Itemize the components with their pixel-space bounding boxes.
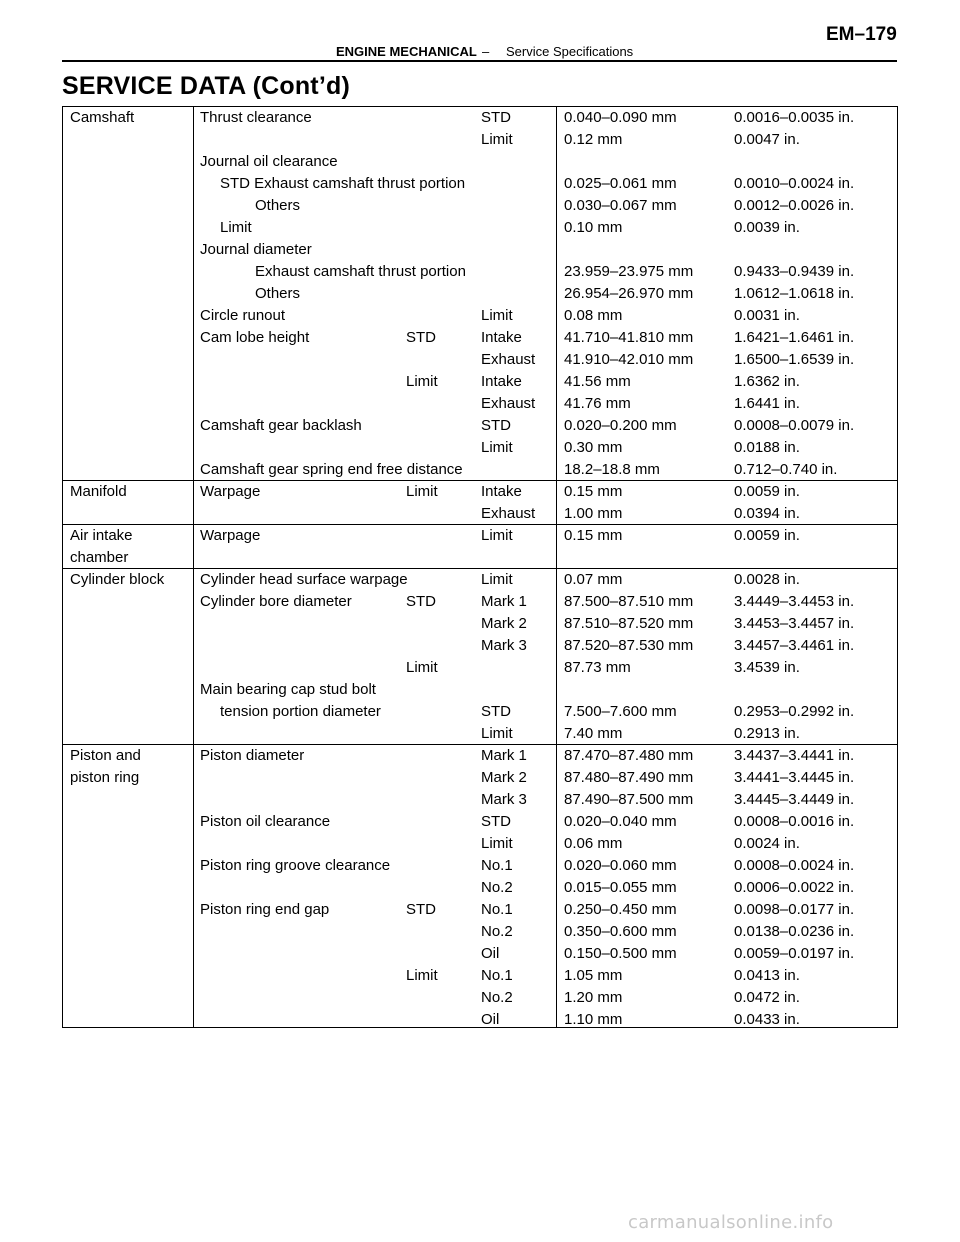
- row-value-mm: 1.10 mm: [564, 1011, 623, 1028]
- row-subitem: Exhaust: [481, 505, 536, 522]
- row-subitem: Oil: [481, 1011, 500, 1028]
- row-subitem: Exhaust: [481, 351, 536, 368]
- row-value-in: 1.6500–1.6539 in.: [734, 351, 855, 368]
- row-item: Cylinder bore diameter: [200, 593, 352, 610]
- row-value-mm: 7.40 mm: [564, 725, 623, 742]
- row-value-in: 0.0008–0.0016 in.: [734, 813, 855, 830]
- row-value-in: 0.0059–0.0197 in.: [734, 945, 855, 962]
- row-value-mm: 0.020–0.040 mm: [564, 813, 677, 830]
- row-value-in: 0.0138–0.0236 in.: [734, 923, 855, 940]
- row-value-in: 0.0008–0.0024 in.: [734, 857, 855, 874]
- row-value-in: 0.2953–0.2992 in.: [734, 703, 855, 720]
- row-item: Thrust clearance: [200, 109, 312, 126]
- row-value-mm: 41.710–41.810 mm: [564, 329, 694, 346]
- row-subitem: Mark 1: [481, 747, 527, 764]
- row-value-mm: 1.00 mm: [564, 505, 623, 522]
- row-item: Warpage: [200, 527, 261, 544]
- row-item: Journal diameter: [200, 241, 312, 258]
- row-value-mm: 1.05 mm: [564, 967, 623, 984]
- row-value-mm: 0.07 mm: [564, 571, 623, 588]
- row-item: Circle runout: [200, 307, 286, 324]
- row-subitem: Limit: [481, 131, 513, 148]
- row-item: Main bearing cap stud bolt: [200, 681, 376, 698]
- row-value-in: 0.0394 in.: [734, 505, 800, 522]
- row-value-mm: 7.500–7.600 mm: [564, 703, 677, 720]
- row-item: Exhaust camshaft thrust portion: [255, 263, 466, 280]
- row-item: tension portion diameter: [220, 703, 381, 720]
- group-label-cylinder-block: Cylinder block: [70, 571, 165, 588]
- row-subitem: Limit: [481, 835, 513, 852]
- row-item: Others: [255, 197, 301, 214]
- group-divider: [62, 480, 898, 481]
- row-subitem: Limit: [481, 571, 513, 588]
- row-subitem: Exhaust: [481, 395, 536, 412]
- row-value-mm: 0.30 mm: [564, 439, 623, 456]
- row-value-in: 0.0098–0.0177 in.: [734, 901, 855, 918]
- row-item: Cam lobe height: [200, 329, 310, 346]
- row-subitem: Intake: [481, 483, 522, 500]
- header-subsection: Service Specifications: [506, 44, 634, 59]
- row-value-mm: 0.150–0.500 mm: [564, 945, 677, 962]
- row-subitem: Mark 1: [481, 593, 527, 610]
- group-label-piston-2: piston ring: [70, 769, 140, 786]
- row-value-mm: 87.470–87.480 mm: [564, 747, 694, 764]
- row-item: Piston diameter: [200, 747, 305, 764]
- row-value-mm: 41.56 mm: [564, 373, 631, 390]
- row-subitem: Mark 3: [481, 637, 527, 654]
- row-condition: Limit: [406, 483, 438, 500]
- row-value-in: 0.0039 in.: [734, 219, 800, 236]
- row-value-in: 3.4445–3.4449 in.: [734, 791, 855, 808]
- row-value-in: 3.4441–3.4445 in.: [734, 769, 855, 786]
- group-divider: [62, 524, 898, 525]
- row-value-mm: 0.06 mm: [564, 835, 623, 852]
- row-value-in: 0.0059 in.: [734, 483, 800, 500]
- row-item: Others: [255, 285, 301, 302]
- row-value-in: 0.0188 in.: [734, 439, 800, 456]
- row-value-mm: 0.15 mm: [564, 483, 623, 500]
- row-value-mm: 0.020–0.200 mm: [564, 417, 677, 434]
- row-value-mm: 87.490–87.500 mm: [564, 791, 694, 808]
- group-label-piston: Piston and: [70, 747, 141, 764]
- row-value-mm: 87.500–87.510 mm: [564, 593, 694, 610]
- row-value-mm: 87.480–87.490 mm: [564, 769, 694, 786]
- column-divider: [556, 106, 557, 1028]
- row-subitem: STD: [481, 703, 511, 720]
- watermark: carmanualsonline.info: [628, 1212, 834, 1233]
- row-subitem: STD: [481, 813, 511, 830]
- row-condition: STD: [406, 329, 436, 346]
- row-subitem: Intake: [481, 329, 522, 346]
- row-value-mm: 0.10 mm: [564, 219, 623, 236]
- row-item: Limit: [220, 219, 252, 236]
- row-value-mm: 18.2–18.8 mm: [564, 461, 660, 478]
- row-value-in: 0.0012–0.0026 in.: [734, 197, 855, 214]
- row-value-in: 0.0031 in.: [734, 307, 800, 324]
- row-value-mm: 0.15 mm: [564, 527, 623, 544]
- row-value-in: 3.4457–3.4461 in.: [734, 637, 855, 654]
- header-separator: –: [482, 44, 490, 59]
- header-section: ENGINE MECHANICAL: [336, 44, 477, 59]
- row-value-in: 0.9433–0.9439 in.: [734, 263, 855, 280]
- row-subitem: Intake: [481, 373, 522, 390]
- row-value-in: 1.6362 in.: [734, 373, 800, 390]
- row-condition: STD: [406, 593, 436, 610]
- row-value-mm: 1.20 mm: [564, 989, 623, 1006]
- row-value-in: 0.2913 in.: [734, 725, 800, 742]
- row-item: Piston ring groove clearance: [200, 857, 391, 874]
- row-value-in: 0.0059 in.: [734, 527, 800, 544]
- row-item: STD Exhaust camshaft thrust portion: [220, 175, 466, 192]
- row-condition: STD: [406, 901, 436, 918]
- row-subitem: Limit: [481, 527, 513, 544]
- row-value-in: 0.0413 in.: [734, 967, 800, 984]
- row-subitem: No.2: [481, 989, 513, 1006]
- row-value-mm: 0.350–0.600 mm: [564, 923, 677, 940]
- row-subitem: No.2: [481, 923, 513, 940]
- row-value-in: 0.0433 in.: [734, 1011, 800, 1028]
- row-value-mm: 0.015–0.055 mm: [564, 879, 677, 896]
- row-item: Piston ring end gap: [200, 901, 330, 918]
- page-number: EM–179: [826, 24, 897, 45]
- row-subitem: Mark 3: [481, 791, 527, 808]
- row-value-mm: 0.12 mm: [564, 131, 623, 148]
- row-value-in: 0.0010–0.0024 in.: [734, 175, 855, 192]
- row-value-in: 3.4453–3.4457 in.: [734, 615, 855, 632]
- row-value-mm: 23.959–23.975 mm: [564, 263, 694, 280]
- row-subitem: Oil: [481, 945, 500, 962]
- row-condition: Limit: [406, 659, 438, 676]
- group-label-air-intake: Air intake: [70, 527, 133, 544]
- row-value-in: 3.4539 in.: [734, 659, 800, 676]
- row-value-mm: 0.250–0.450 mm: [564, 901, 677, 918]
- row-value-in: 1.6441 in.: [734, 395, 800, 412]
- row-item: Camshaft gear backlash: [200, 417, 362, 434]
- row-value-mm: 0.08 mm: [564, 307, 623, 324]
- row-value-in: 0.0024 in.: [734, 835, 800, 852]
- row-item: Cylinder head surface warpage: [200, 571, 408, 588]
- row-item: Warpage: [200, 483, 261, 500]
- row-subitem: STD: [481, 109, 511, 126]
- row-value-mm: 41.910–42.010 mm: [564, 351, 694, 368]
- row-value-mm: 0.020–0.060 mm: [564, 857, 677, 874]
- row-condition: Limit: [406, 373, 438, 390]
- page-header: [0, 0, 960, 62]
- row-subitem: Mark 2: [481, 769, 527, 786]
- row-subitem: No.2: [481, 879, 513, 896]
- row-subitem: Limit: [481, 307, 513, 324]
- row-value-mm: 0.040–0.090 mm: [564, 109, 677, 126]
- row-value-in: 0.0047 in.: [734, 131, 800, 148]
- row-value-mm: 0.025–0.061 mm: [564, 175, 677, 192]
- row-value-in: 0.0472 in.: [734, 989, 800, 1006]
- group-label-air-intake-2: chamber: [70, 549, 129, 566]
- row-value-mm: 26.954–26.970 mm: [564, 285, 694, 302]
- row-value-mm: 87.73 mm: [564, 659, 631, 676]
- column-divider: [193, 106, 194, 1028]
- row-value-in: 1.0612–1.0618 in.: [734, 285, 855, 302]
- row-subitem: Limit: [481, 439, 513, 456]
- row-item: Journal oil clearance: [200, 153, 338, 170]
- group-divider: [62, 568, 898, 569]
- row-value-mm: 0.030–0.067 mm: [564, 197, 677, 214]
- row-value-mm: 87.520–87.530 mm: [564, 637, 694, 654]
- row-subitem: STD: [481, 417, 511, 434]
- row-subitem: Mark 2: [481, 615, 527, 632]
- group-label-manifold: Manifold: [70, 483, 127, 500]
- row-subitem: No.1: [481, 967, 513, 984]
- row-value-mm: 41.76 mm: [564, 395, 631, 412]
- header-rule: [62, 60, 897, 62]
- row-item: Camshaft gear spring end free distance: [200, 461, 463, 478]
- row-value-in: 0.0006–0.0022 in.: [734, 879, 855, 896]
- page-title: SERVICE DATA (Cont’d): [62, 72, 350, 100]
- row-value-in: 0.0028 in.: [734, 571, 800, 588]
- row-subitem: Limit: [481, 725, 513, 742]
- row-value-in: 0.0016–0.0035 in.: [734, 109, 855, 126]
- row-value-in: 3.4437–3.4441 in.: [734, 747, 855, 764]
- group-divider: [62, 744, 898, 745]
- row-subitem: No.1: [481, 857, 513, 874]
- row-item: Piston oil clearance: [200, 813, 331, 830]
- row-value-mm: 87.510–87.520 mm: [564, 615, 694, 632]
- row-value-in: 1.6421–1.6461 in.: [734, 329, 855, 346]
- row-value-in: 3.4449–3.4453 in.: [734, 593, 855, 610]
- row-subitem: No.1: [481, 901, 513, 918]
- group-label-camshaft: Camshaft: [70, 109, 135, 126]
- row-condition: Limit: [406, 967, 438, 984]
- row-value-in: 0.0008–0.0079 in.: [734, 417, 855, 434]
- row-value-in: 0.712–0.740 in.: [734, 461, 838, 478]
